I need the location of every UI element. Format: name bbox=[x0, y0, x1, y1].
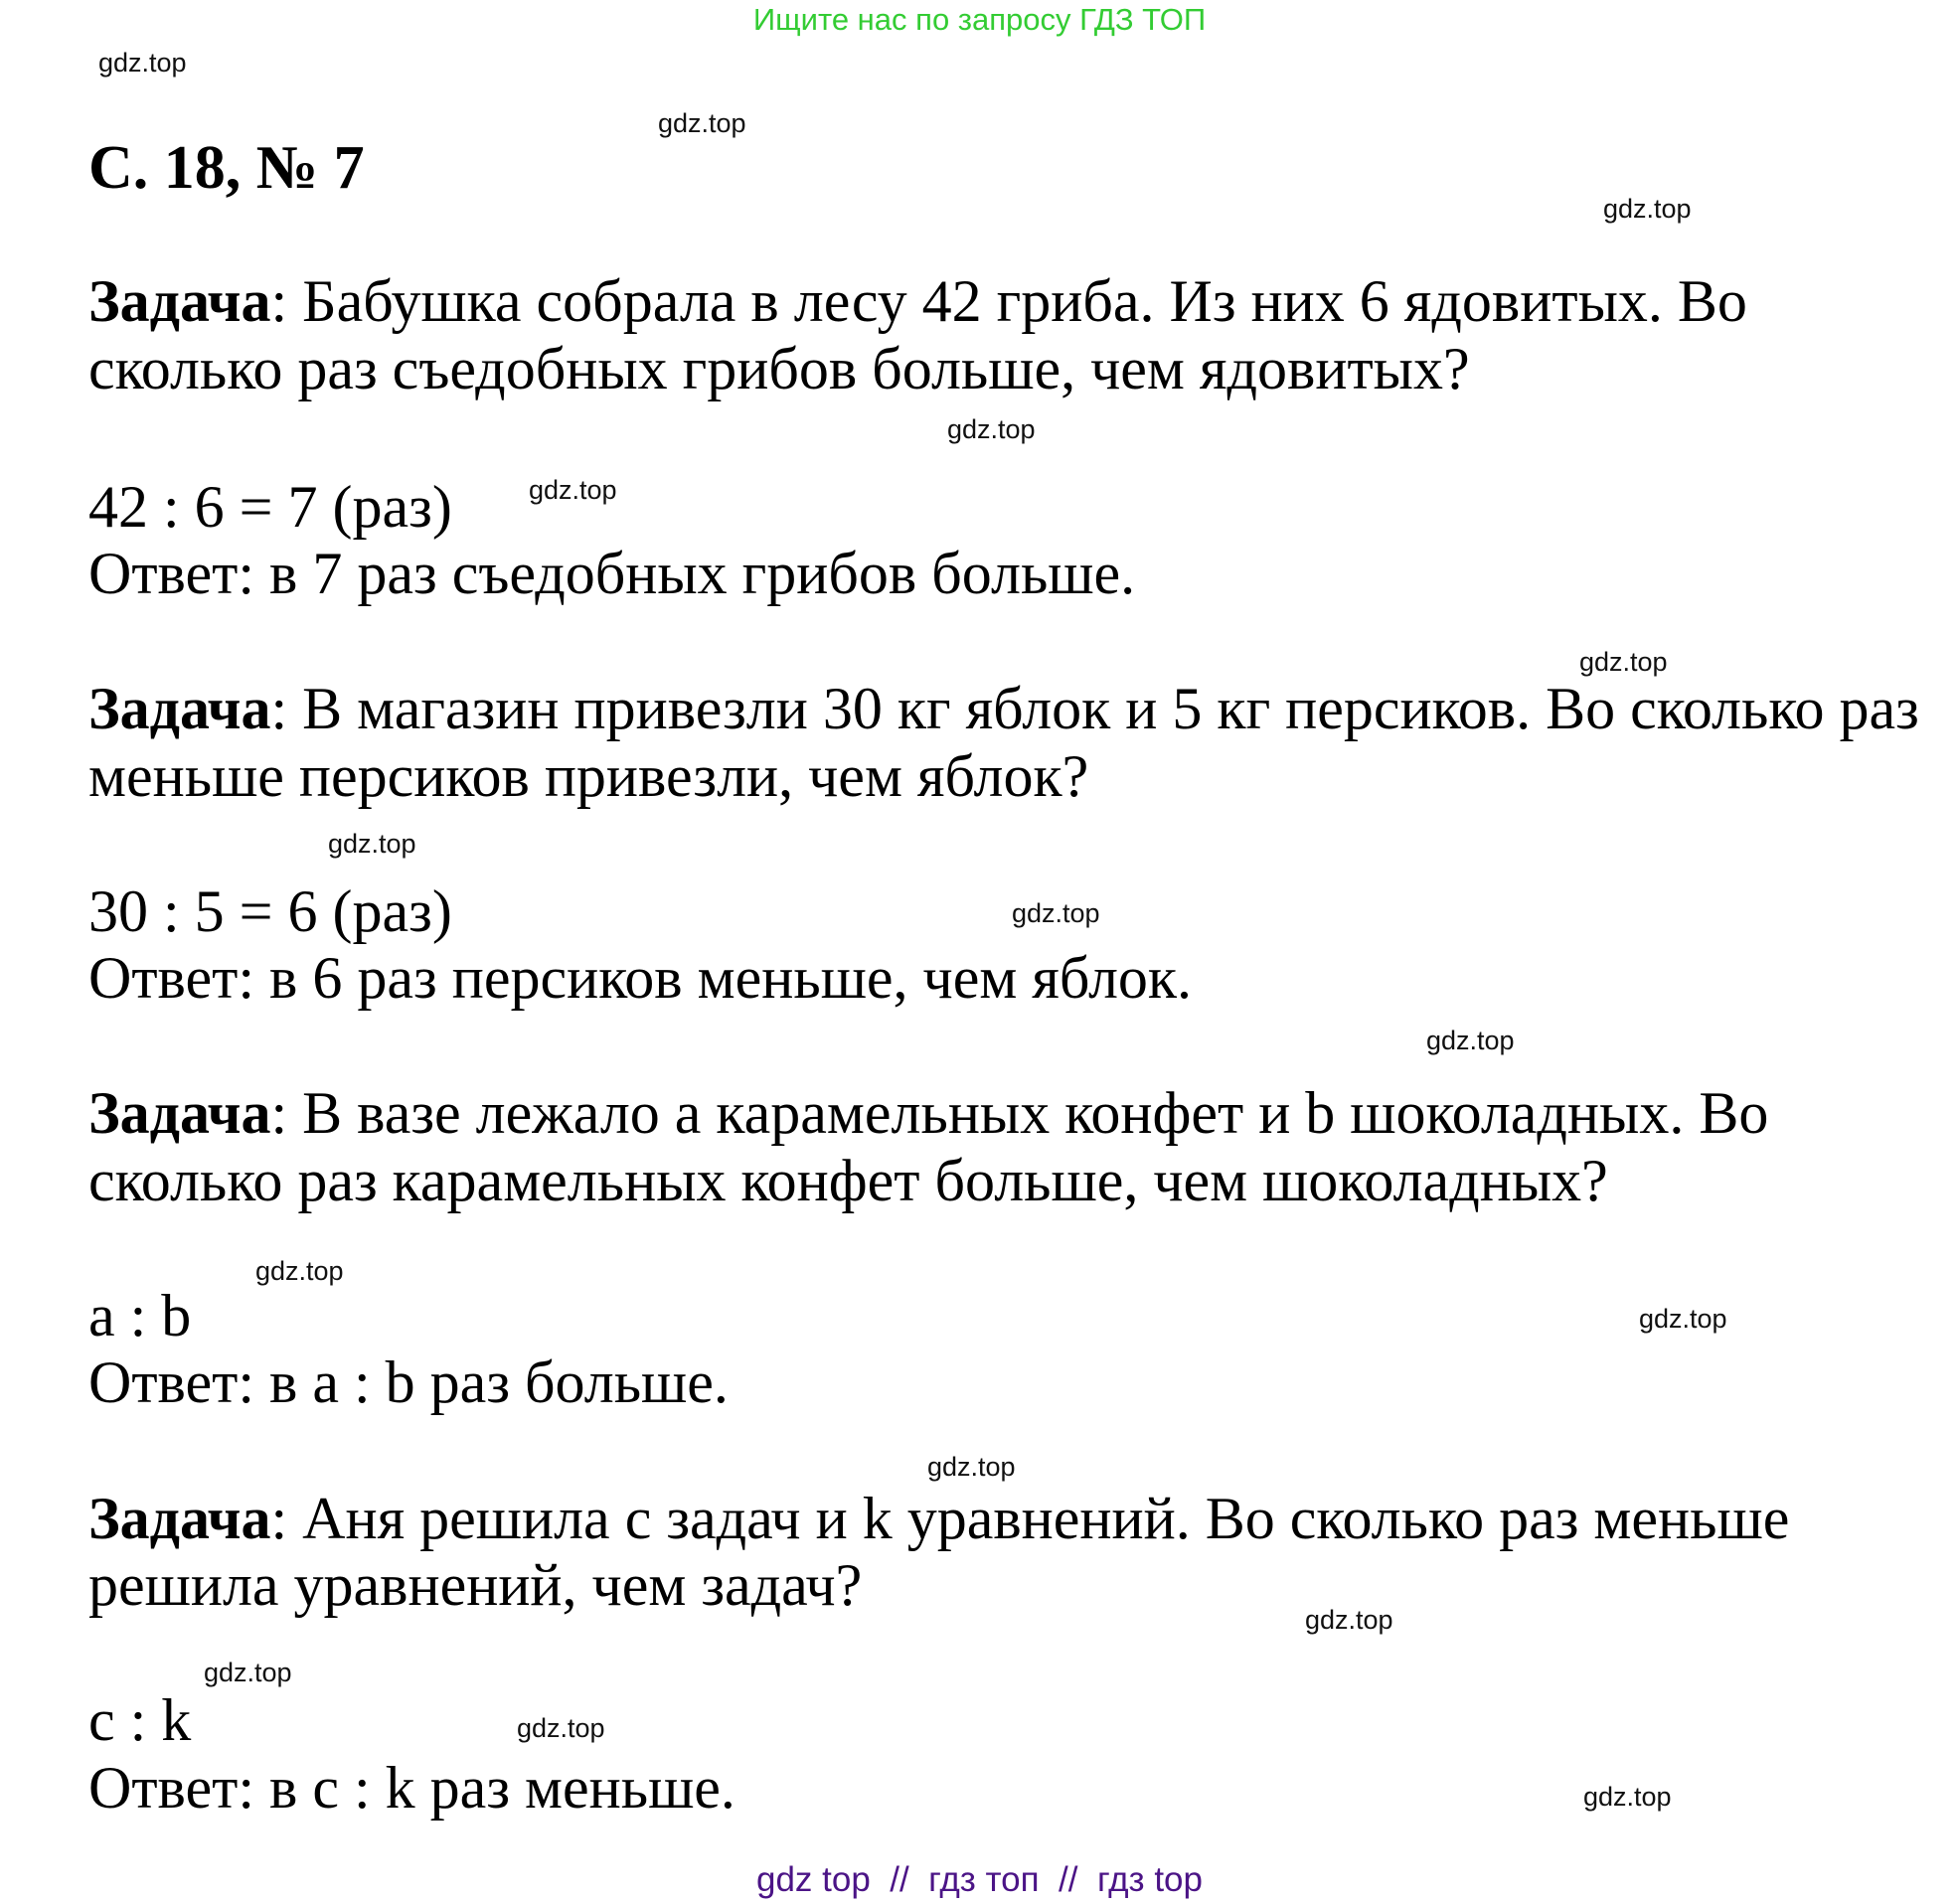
watermark: gdz.top bbox=[1579, 647, 1668, 677]
watermark: gdz.top bbox=[204, 1658, 292, 1687]
watermark: gdz.top bbox=[1426, 1026, 1515, 1055]
search-banner: Ищите нас по запросу ГДЗ ТОП bbox=[752, 2, 1207, 37]
watermark: gdz.top bbox=[529, 475, 617, 505]
task-1-line-2: сколько раз съедобных грибов больше, чем ядовитых? bbox=[88, 336, 1470, 401]
watermark: gdz.top bbox=[328, 829, 416, 859]
task-4-solution: c : k bbox=[88, 1687, 192, 1753]
watermark: gdz.top bbox=[1639, 1304, 1727, 1334]
task-text: : Аня решила c задач и k уравнений. Во сколько раз меньше bbox=[270, 1486, 1790, 1551]
task-label: Задача bbox=[88, 676, 271, 741]
task-1-line-1 bbox=[88, 268, 1747, 335]
watermark: gdz.top bbox=[517, 1713, 605, 1743]
task-4-line-1 bbox=[88, 1486, 1789, 1552]
watermark: gdz.top bbox=[1305, 1605, 1393, 1635]
task-1-solution: 42 : 6 = 7 (раз) bbox=[88, 474, 452, 540]
watermark: gdz.top bbox=[1583, 1782, 1672, 1812]
watermark: gdz.top bbox=[658, 108, 746, 138]
watermark: gdz.top bbox=[947, 414, 1036, 444]
task-label: Задача bbox=[88, 268, 271, 334]
watermark: gdz.top bbox=[98, 48, 187, 78]
task-4-line-2: решила уравнений, чем задач? bbox=[88, 1552, 863, 1618]
watermark: gdz.top bbox=[255, 1256, 344, 1286]
task-label: Задача bbox=[88, 1486, 271, 1551]
task-3-answer: Ответ: в a : b раз больше. bbox=[88, 1349, 729, 1415]
page-title: С. 18, № 7 bbox=[88, 134, 365, 202]
task-2-answer: Ответ: в 6 раз персиков меньше, чем яблок. bbox=[88, 945, 1193, 1011]
watermark: gdz.top bbox=[1012, 898, 1100, 928]
task-label: Задача bbox=[88, 1080, 271, 1146]
task-2-line-1 bbox=[88, 676, 1919, 742]
task-text: : В магазин привезли 30 кг яблок и 5 кг персиков. Во сколько раз bbox=[270, 676, 1919, 741]
task-3-solution: a : b bbox=[88, 1283, 192, 1349]
task-text: : В вазе лежало a карамельных конфет и b шоколадных. Во bbox=[270, 1080, 1769, 1146]
task-2-solution: 30 : 5 = 6 (раз) bbox=[88, 878, 452, 944]
watermark: gdz.top bbox=[1603, 194, 1692, 224]
task-1-answer: Ответ: в 7 раз съедобных грибов больше. bbox=[88, 541, 1136, 606]
task-2-line-2: меньше персиков привезли, чем яблок? bbox=[88, 743, 1089, 809]
watermark: gdz.top bbox=[927, 1452, 1016, 1482]
task-4-answer: Ответ: в c : k раз меньше. bbox=[88, 1755, 735, 1821]
footer-brand-text: gdz top // гдз топ // гдз top bbox=[756, 1860, 1203, 1899]
task-text: : Бабушка собрала в лесу 42 гриба. Из них 6 ядовитых. Во bbox=[270, 268, 1747, 334]
task-3-line-2: сколько раз карамельных конфет больше, чем шоколадных? bbox=[88, 1148, 1608, 1213]
task-3-line-1 bbox=[88, 1080, 1768, 1147]
